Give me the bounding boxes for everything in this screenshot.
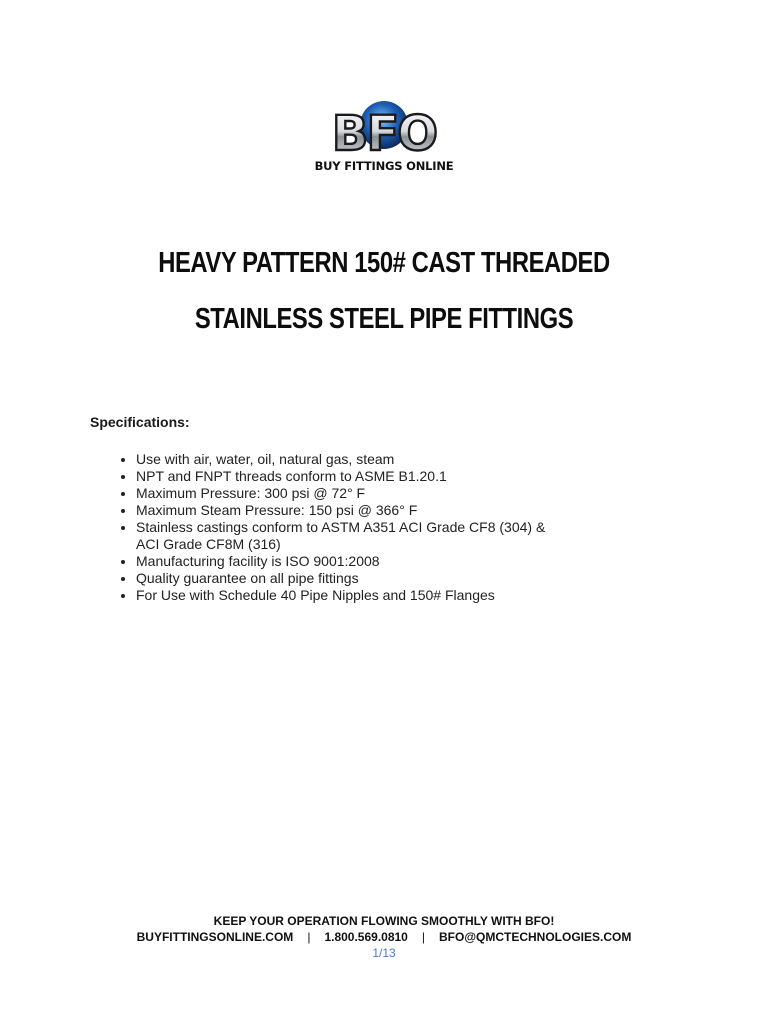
list-item: • Quality guarantee on all pipe fittings: [136, 570, 556, 587]
specifications-list: [114, 451, 556, 604]
list-item: • Stainless castings conform to ASTM A351 ACI Grade CF8 (304) & ACI Grade CF8M (316): [136, 519, 556, 553]
document-title-line-2: STAINLESS STEEL PIPE FITTINGS: [194, 303, 574, 335]
list-item: • Use with air, water, oil, natural gas, steam: [136, 451, 556, 468]
document-title-line-1: HEAVY PATTERN 150# CAST THREADED: [158, 247, 610, 279]
footer-website-link[interactable]: BUYFITTINGSONLINE.COM: [136, 930, 294, 944]
list-item: • For Use with Schedule 40 Pipe Nipples and 150# Flanges: [136, 587, 556, 604]
footer-phone[interactable]: 1.800.569.0810: [324, 930, 408, 944]
page-indicator: 1/13: [372, 946, 396, 960]
bfo-logo: [0, 100, 768, 180]
list-item: • Manufacturing facility is ISO 9001:2008: [136, 553, 556, 570]
bfo-logo-mark: [316, 100, 452, 160]
footer-separator: |: [307, 930, 311, 944]
logo-letters: BFO: [331, 106, 437, 160]
footer-slogan: KEEP YOUR OPERATION FLOWING SMOOTHLY WITH BFO!: [213, 914, 555, 928]
footer-email-link[interactable]: BFO@QMCTECHNOLOGIES.COM: [438, 930, 632, 944]
list-item: • Maximum Steam Pressure: 150 psi @ 366° F: [136, 502, 556, 519]
list-item: • NPT and FNPT threads conform to ASME B1.20.1: [136, 468, 556, 485]
list-item: • Maximum Pressure: 300 psi @ 72° F: [136, 485, 556, 502]
footer-contact: [0, 930, 768, 944]
footer-separator: |: [421, 930, 425, 944]
logo-tagline: BUY FITTINGS ONLINE: [314, 159, 454, 173]
specifications-heading: Specifications:: [90, 414, 190, 430]
